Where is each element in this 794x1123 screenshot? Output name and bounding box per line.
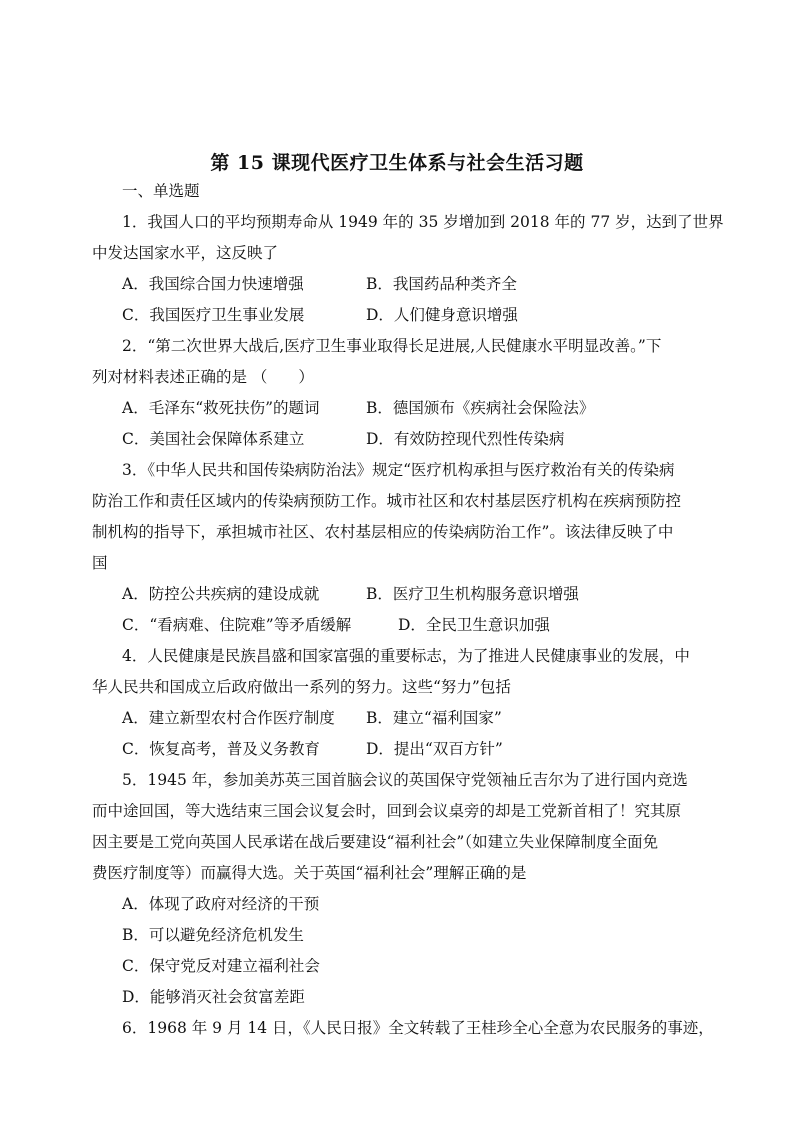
page-title: 第 15 课现代医疗卫生体系与社会生活习题 xyxy=(210,152,584,174)
question-4-option-d: D．提出“双百方针” xyxy=(366,740,503,758)
question-3-option-d: D．全民卫生意识加强 xyxy=(398,616,550,634)
question-4-option-a: A．建立新型农村合作医疗制度 xyxy=(122,709,335,727)
question-2-option-c: C．美国社会保障体系建立 xyxy=(122,430,305,448)
question-1-line-1: 1．我国人口的平均预期寿命从 1949 年的 35 岁增加到 2018 年的 77 岁，达到了世界 xyxy=(122,213,724,231)
question-5-line-3: 因主要是工党向英国人民承诺在战后要建设“福利社会”（如建立失业保障制度全面免 xyxy=(92,833,659,851)
question-5-line-4: 费医疗制度等）而赢得大选。关于英国“福利社会”理解正确的是 xyxy=(92,864,527,882)
question-1-option-b: B．我国药品种类齐全 xyxy=(366,275,517,293)
question-1-option-a: A．我国综合国力快速增强 xyxy=(122,275,304,293)
question-3-line-4: 国 xyxy=(92,554,108,572)
question-2-option-d: D．有效防控现代烈性传染病 xyxy=(366,430,565,448)
question-1-option-c: C．我国医疗卫生事业发展 xyxy=(122,306,305,324)
question-4-line-2: 华人民共和国成立后政府做出一系列的努力。这些“努力”包括 xyxy=(92,678,511,696)
question-5-option-b: B．可以避免经济危机发生 xyxy=(122,926,304,944)
question-4-option-c: C．恢复高考，普及义务教育 xyxy=(122,740,320,758)
question-5-line-2: 而中途回国，等大选结束三国会议复会时，回到会议桌旁的却是工党新首相了！究其原 xyxy=(92,802,682,820)
question-5-line-1: 5．1945 年，参加美苏英三国首脑会议的英国保守党领袖丘吉尔为了进行国内竞选 xyxy=(122,771,688,789)
question-3-option-c: C．“看病难、住院难”等矛盾缓解 xyxy=(122,616,352,634)
question-3-line-2: 防治工作和责任区域内的传染病预防工作。城市社区和农村基层医疗机构在疾病预防控 xyxy=(92,492,682,510)
question-4-option-b: B．建立“福利国家” xyxy=(366,709,502,727)
section-heading: 一、单选题 xyxy=(122,182,200,200)
question-5-option-c: C．保守党反对建立福利社会 xyxy=(122,957,320,975)
question-2-option-b: B．德国颁布《疾病社会保险法》 xyxy=(366,399,595,417)
question-2-line-1: 2．“第二次世界大战后,医疗卫生事业取得长足进展,人民健康水平明显改善。”下 xyxy=(122,337,662,355)
question-1-option-d: D．人们健身意识增强 xyxy=(366,306,518,324)
question-3-option-b: B．医疗卫生机构服务意识增强 xyxy=(366,585,579,603)
question-2-line-2: 列对材料表述正确的是 （ ） xyxy=(92,368,314,386)
question-5-option-d: D．能够消灭社会贫富差距 xyxy=(122,988,305,1006)
question-2-option-a: A．毛泽东“救死扶伤”的题词 xyxy=(122,399,320,417)
question-4-line-1: 4．人民健康是民族昌盛和国家富强的重要标志，为了推进人民健康事业的发展，中 xyxy=(122,647,690,665)
question-3-line-1: 3．《中华人民共和国传染病防治法》规定“医疗机构承担与医疗救治有关的传染病 xyxy=(122,461,675,479)
question-3-option-a: A．防控公共疾病的建设成就 xyxy=(122,585,320,603)
question-6-line-1: 6．1968 年 9 月 14 日，《人民日报》全文转载了王桂珍全心全意为农民服务的事迹， xyxy=(122,1019,714,1037)
question-3-line-3: 制机构的指导下，承担城市社区、农村基层相应的传染病防治工作”。该法律反映了中 xyxy=(92,523,674,541)
question-5-option-a: A．体现了政府对经济的干预 xyxy=(122,895,320,913)
question-1-line-2: 中发达国家水平，这反映了 xyxy=(92,244,279,262)
